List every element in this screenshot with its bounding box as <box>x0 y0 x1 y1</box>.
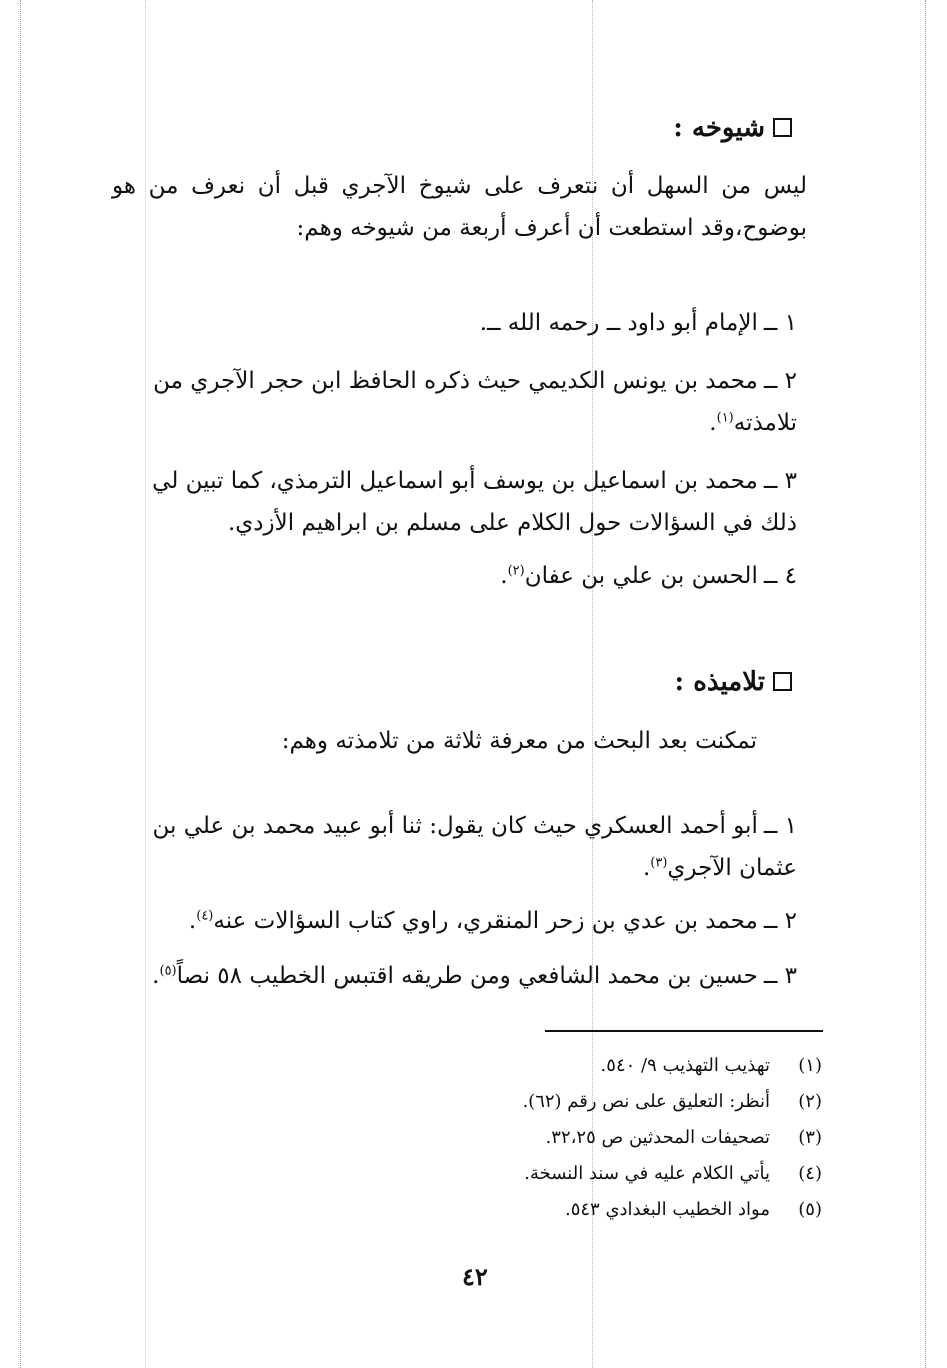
students-item-1 <box>110 805 797 889</box>
item-text: محمد بن اسماعيل بن يوسف أبو اسماعيل الترمذي، كما تبين لي ذلك في السؤالات حول الكلام على مسلم بن ابراهيم الأزدي. <box>152 468 797 536</box>
item-number: ١ ــ <box>763 310 797 336</box>
footnote-ref[interactable]: (٥) <box>159 963 177 979</box>
item-number: ٣ ــ <box>763 963 797 989</box>
students-item-2 <box>110 900 797 942</box>
footnote-ref[interactable]: (١) <box>716 410 734 426</box>
footnote-number: (٤) <box>798 1163 822 1184</box>
footnote-ref[interactable]: (٣) <box>650 855 668 871</box>
item-number: ٤ ــ <box>763 563 797 589</box>
footnote-number: (٢) <box>798 1091 822 1112</box>
footnote-ref[interactable]: (٢) <box>507 563 525 579</box>
students-item-3 <box>110 955 797 997</box>
item-tail: . <box>500 563 508 589</box>
item-text: الحسن بن علي بن عفان <box>524 563 758 589</box>
footnote-number: (٣) <box>798 1127 822 1148</box>
footnotes-list <box>522 1048 822 1228</box>
teachers-heading <box>673 108 792 148</box>
item-text: محمد بن عدي بن زحر المنقري، راوي كتاب السؤالات عنه <box>213 908 758 934</box>
footnote-text: تهذيب التهذيب ٩/ ٥٤٠. <box>600 1055 770 1076</box>
footnote-text: أنظر: التعليق على نص رقم (٦٢). <box>522 1091 770 1112</box>
students-intro <box>200 720 757 762</box>
teachers-item-3 <box>110 460 797 544</box>
footnote-number: (١) <box>798 1055 822 1076</box>
checkbox-square-icon <box>773 118 792 137</box>
item-tail: . <box>152 963 160 989</box>
footnote-item-2 <box>522 1084 822 1120</box>
footnote-text: تصحيفات المحدثين ص ٣٢،٢٥. <box>545 1127 770 1148</box>
footnote-item-3 <box>522 1120 822 1156</box>
page-number: ٤٢ <box>462 1262 488 1291</box>
students-heading-text: تلاميذه : <box>674 667 765 697</box>
item-tail: . <box>188 908 197 934</box>
footnote-text: يأتي الكلام عليه في سند النسخة. <box>524 1163 770 1184</box>
item-tail: . <box>709 410 717 436</box>
checkbox-square-icon <box>773 672 792 691</box>
footnote-separator <box>545 1030 823 1032</box>
scan-edge-right <box>925 0 926 1368</box>
teachers-item-4 <box>110 555 797 597</box>
item-number: ٣ ــ <box>763 468 797 494</box>
students-intro-text: تمكنت بعد البحث من معرفة ثلاثة من تلامذته وهم: <box>281 728 757 754</box>
footnote-ref[interactable]: (٤) <box>196 908 214 924</box>
footnote-item-4 <box>522 1156 822 1192</box>
students-heading <box>675 662 792 702</box>
teachers-item-1 <box>110 302 797 344</box>
item-text: أبو أحمد العسكري حيث كان يقول: ثنا أبو عبيد محمد بن علي بن عثمان الآجري <box>152 813 797 881</box>
scan-edge-left <box>20 0 21 1368</box>
footnote-item-5 <box>522 1192 822 1228</box>
item-number: ١ ــ <box>763 813 797 839</box>
teachers-intro-text: ليس من السهل أن نتعرف على شيوخ الآجري قبل أن نعرف من هو بوضوح،وقد استطعت أن أعرف أربعة من شيوخه وهم: <box>112 173 807 241</box>
footnote-item-1 <box>522 1048 822 1084</box>
teachers-heading-text: شيوخه : <box>673 113 765 143</box>
footnote-text: مواد الخطيب البغدادي ٥٤٣. <box>564 1199 770 1220</box>
item-text: الإمام أبو داود ــ رحمه الله ــ. <box>479 310 758 336</box>
teachers-item-2 <box>110 360 797 444</box>
item-number: ٢ ــ <box>763 368 797 394</box>
teachers-intro <box>112 165 807 249</box>
item-tail: . <box>642 855 651 881</box>
item-text: محمد بن يونس الكديمي حيث ذكره الحافظ ابن حجر الآجري من تلامذته <box>153 368 797 436</box>
footnote-number: (٥) <box>798 1199 822 1220</box>
item-text: حسين بن محمد الشافعي ومن طريقه اقتبس الخطيب ٥٨ نصاً <box>176 963 758 989</box>
item-number: ٢ ــ <box>763 908 797 934</box>
